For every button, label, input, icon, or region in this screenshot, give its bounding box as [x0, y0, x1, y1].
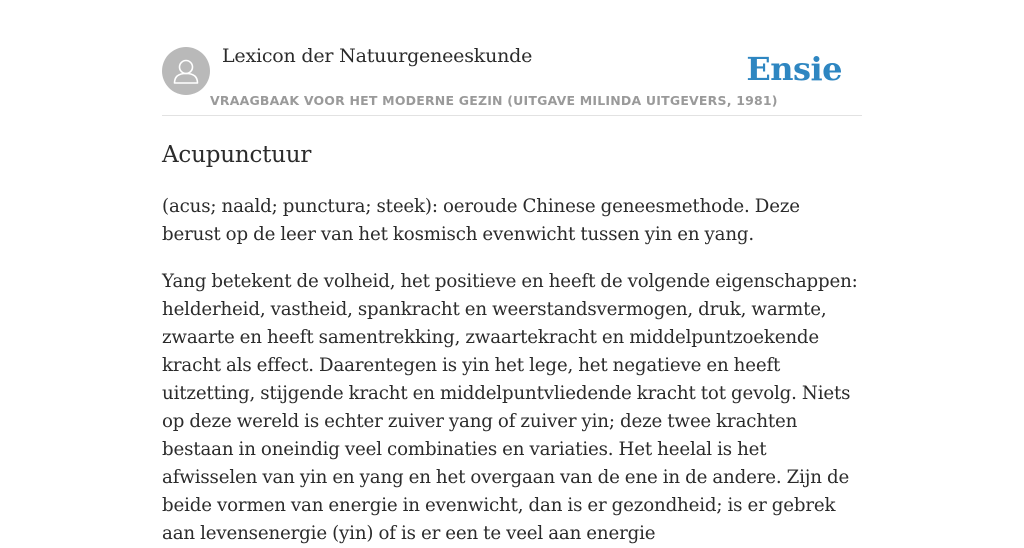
- book-subtitle: VRAAGBAAK VOOR HET MODERNE GEZIN (UITGAVE MILINDA UITGEVERS, 1981): [210, 93, 778, 108]
- entry-title: Acupunctuur: [162, 142, 312, 168]
- content-column: [162, 0, 862, 548]
- avatar[interactable]: [162, 47, 210, 95]
- header: [162, 0, 862, 116]
- book-title[interactable]: Lexicon der Natuurgeneeskunde: [222, 45, 533, 67]
- entry-paragraph: (acus; naald; punctura; steek): oeroude Chinese geneesmethode. Deze berust op de leer van het kosmisch evenwicht tussen yin en yang.: [162, 196, 800, 245]
- person-icon: [162, 47, 210, 95]
- entry-paragraph: Yang betekent de volheid, het positieve en heeft de volgende eigenschappen: helderheid, vastheid, spankracht en weerstandsvermogen, druk, warmte, zwaarte en heeft samentrekking, zwaartekracht en middelpuntzoekende kracht als effect. Daarentegen is yin het lege, het negatieve en heeft uitzetting, stijgende kracht en middelpuntvliedende kracht tot gevolg. Niets op deze wereld is echter zuiver yang of zuiver yin; deze twee krachten bestaan in oneindig veel combinaties en variaties. Het heelal is het afwisselen van yin en yang en het overgaan van de ene in de andere. Zijn de beide vormen van energie in evenwicht, dan is er gezondheid; is er gebrek aan levensenergie (yin) of is er een te veel aan energie: [162, 271, 858, 544]
- brand-logo-link[interactable]: Ensie: [746, 50, 842, 88]
